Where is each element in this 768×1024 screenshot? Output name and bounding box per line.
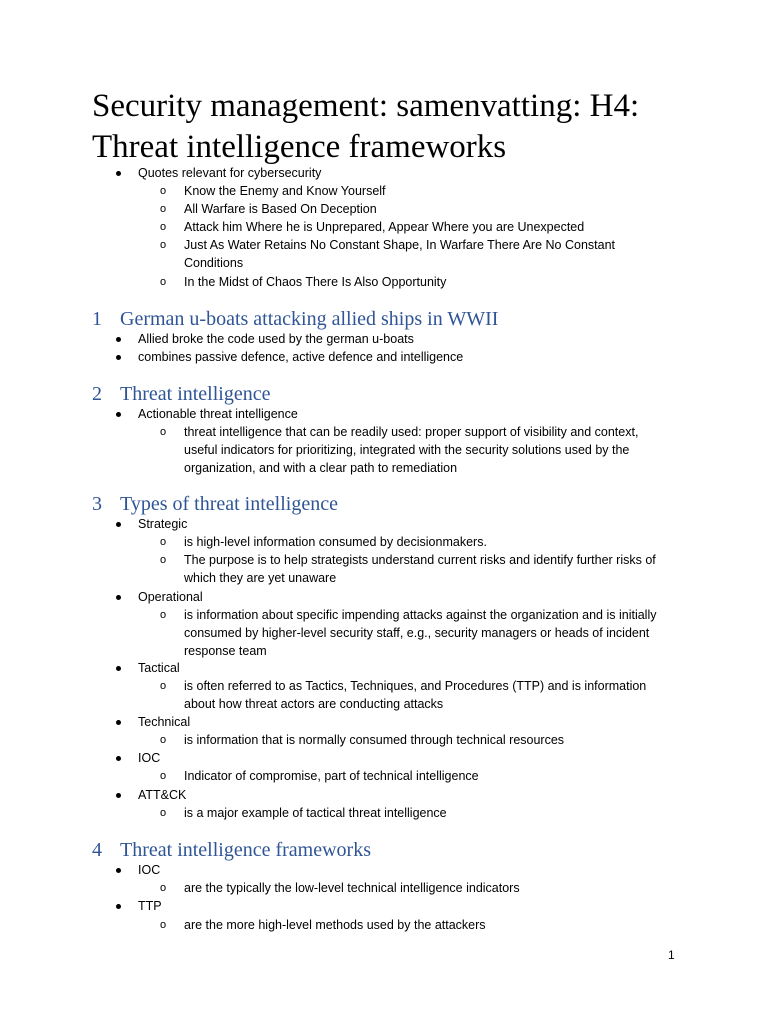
document-title: Security management: samenvatting: H4: Threat intelligence frameworks — [92, 88, 640, 165]
list-item: Strategic — [138, 515, 698, 533]
section-title: Threat intelligence frameworks — [120, 839, 371, 861]
list-item: TTP — [138, 897, 698, 915]
list-item: Allied broke the code used by the german u-boats — [138, 330, 698, 348]
sub-item: o The purpose is to help strategists understand current risks and identify further risks of which they are yet unaware — [184, 551, 674, 587]
section-title: Threat intelligence — [120, 383, 271, 405]
quote-item: o Just As Water Retains No Constant Shape, In Warfare There Are No Constant Conditions — [184, 236, 674, 272]
quote-item: o Know the Enemy and Know Yourself — [184, 182, 674, 200]
sub-item: o is high-level information consumed by decisionmakers. — [184, 533, 674, 551]
list-item: Technical — [138, 713, 698, 731]
list-item: Operational — [138, 588, 698, 606]
section-number: 2 — [92, 383, 102, 405]
quote-item: o All Warfare is Based On Deception — [184, 200, 674, 218]
list-item: IOC — [138, 861, 698, 879]
section-heading-4 — [92, 838, 371, 862]
section-number: 4 — [92, 839, 102, 861]
sub-item: o is a major example of tactical threat intelligence — [184, 804, 674, 822]
bullet-quotes: Quotes relevant for cybersecurity — [138, 164, 698, 182]
page-number: 1 — [668, 948, 675, 962]
quote-item: o In the Midst of Chaos There Is Also Opportunity — [184, 273, 674, 291]
list-item: Actionable threat intelligence — [138, 405, 698, 423]
section-heading-2 — [92, 382, 270, 406]
sub-item: o are the typically the low-level technical intelligence indicators — [184, 879, 674, 897]
section-title: German u-boats attacking allied ships in WWII — [120, 308, 499, 330]
section-heading-3 — [92, 492, 338, 516]
sub-item: o is information about specific impending attacks against the organization and is initially consumed by higher-level security staff, e.g., security managers or heads of incident response team — [184, 606, 674, 660]
sub-item: o are the more high-level methods used by the attackers — [184, 916, 674, 934]
sub-item: o threat intelligence that can be readily used: proper support of visibility and context, useful indicators for prioritizing, integrated with the security solutions used by the organization, and with a clear path to remediation — [184, 423, 674, 477]
sub-item: o is often referred to as Tactics, Techniques, and Procedures (TTP) and is information about how threat actors are conducting attacks — [184, 677, 674, 713]
section-number: 1 — [92, 308, 102, 330]
section-number: 3 — [92, 493, 102, 515]
section-heading-1 — [92, 307, 498, 331]
list-item: IOC — [138, 749, 698, 767]
quote-item: o Attack him Where he is Unprepared, Appear Where you are Unexpected — [184, 218, 674, 236]
list-item: combines passive defence, active defence and intelligence — [138, 348, 698, 366]
sub-item: o is information that is normally consumed through technical resources — [184, 731, 674, 749]
list-item: ATT&CK — [138, 786, 698, 804]
section-title: Types of threat intelligence — [120, 493, 338, 515]
list-item: Tactical — [138, 659, 698, 677]
sub-item: o Indicator of compromise, part of technical intelligence — [184, 767, 674, 785]
